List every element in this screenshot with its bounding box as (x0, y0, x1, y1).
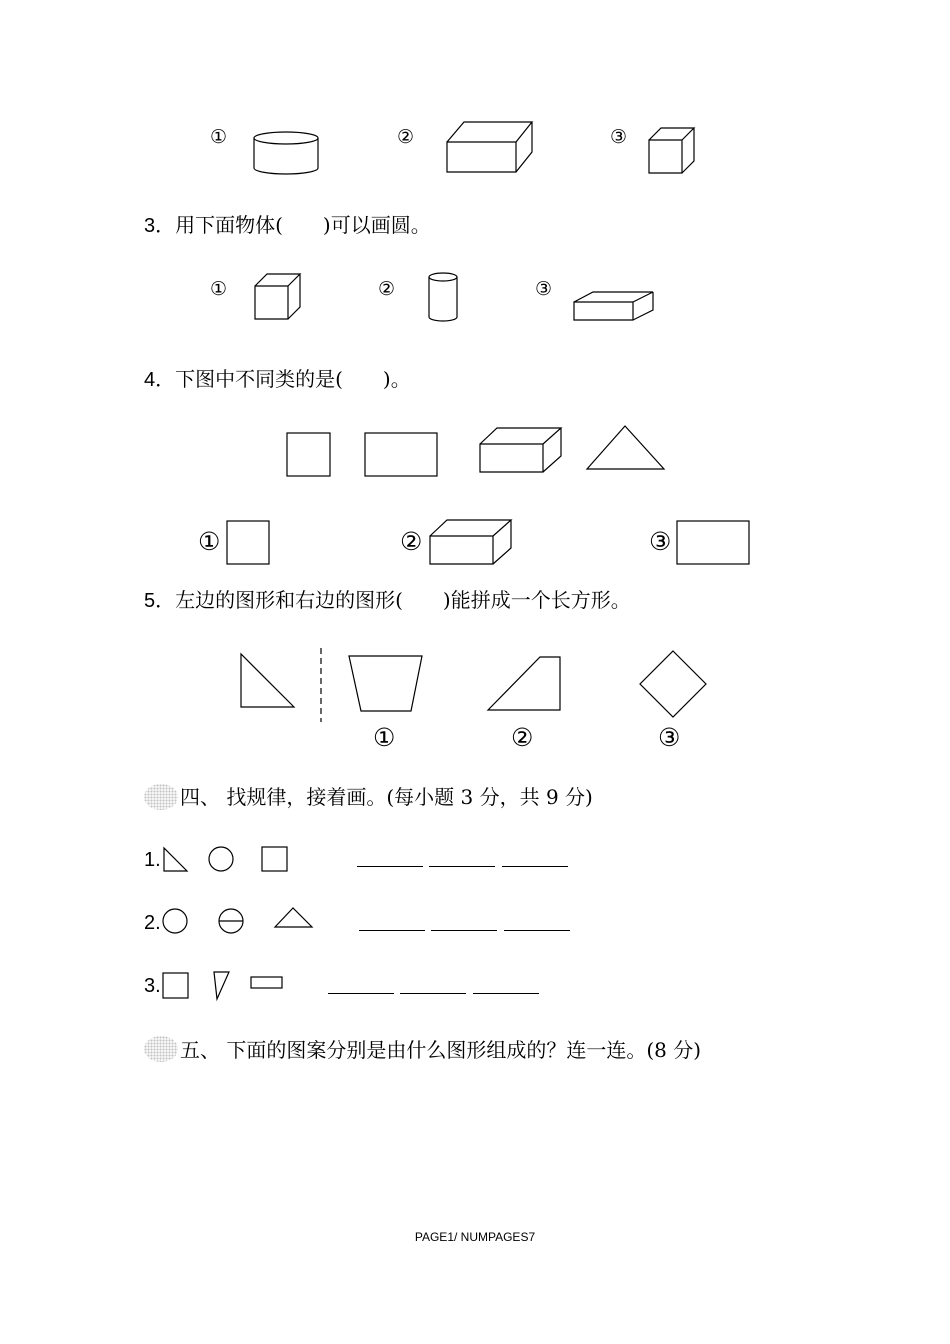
flat-cuboid-shape (573, 290, 655, 322)
square-shape (286, 432, 332, 478)
triangle-shape (273, 906, 315, 930)
right-triangle-shape (162, 846, 190, 874)
question-number: 5． (144, 590, 176, 612)
question-3 (144, 212, 431, 239)
section-5-title: 五、 下面的图案分别是由什么图形组成的？连一连。(8 分) (180, 1038, 702, 1062)
question-4 (144, 366, 411, 393)
answer-blank[interactable] (431, 930, 497, 931)
cube-shape (648, 126, 696, 176)
dashed-divider (319, 648, 323, 724)
question-text: 用下面物体( )可以画圆。 (175, 213, 431, 237)
pattern-item-number: 2. (144, 912, 161, 934)
diamond-shape (638, 649, 708, 719)
cylinder-standing-shape (428, 272, 460, 324)
pattern-item-number: 3. (144, 975, 161, 997)
page-footer: PAGE1/ NUMPAGES7 (414, 1230, 536, 1244)
question-text: 左边的图形和右边的图形( )能拼成一个长方形。 (175, 588, 631, 612)
question-number: 4． (144, 369, 176, 391)
right-trapezoid-shape (486, 655, 564, 713)
option-label-2: ② (378, 278, 396, 300)
option-label-2: ② (511, 723, 534, 752)
option-label-3: ③ (658, 723, 681, 752)
answer-blank[interactable] (357, 866, 423, 867)
section-mark-icon (144, 1036, 178, 1062)
section-4-title: 四、 找规律，接着画。(每小题 3 分，共 9 分) (180, 785, 593, 809)
answer-blank[interactable] (328, 993, 394, 994)
option-label-3: ③ (610, 126, 628, 148)
rectangle-shape (676, 520, 752, 566)
answer-blank[interactable] (400, 993, 466, 994)
cuboid-shape (446, 120, 534, 174)
answer-blank[interactable] (359, 930, 425, 931)
pattern-item-number: 1. (144, 849, 161, 871)
rectangle-shape (364, 432, 440, 478)
small-rectangle-shape (250, 976, 284, 990)
question-number: 3． (144, 215, 176, 237)
right-triangle-shape (239, 652, 297, 710)
answer-blank[interactable] (502, 866, 568, 867)
cuboid-shape (429, 518, 515, 568)
section-mark-icon (144, 784, 178, 810)
answer-blank[interactable] (429, 866, 495, 867)
circle-shape (162, 908, 190, 936)
half-circle-shape (218, 908, 246, 936)
cuboid-shape (479, 426, 565, 476)
option-label-3: ③ (535, 278, 553, 300)
answer-blank[interactable] (504, 930, 570, 931)
square-shape (226, 520, 272, 566)
question-5 (144, 587, 631, 614)
option-label-1: ① (210, 278, 228, 300)
cylinder-lying-shape (254, 130, 320, 178)
question-text: 下图中不同类的是( )。 (175, 367, 411, 391)
square-shape (261, 846, 289, 874)
option-label-3: ③ (649, 527, 672, 556)
thin-triangle-shape (212, 970, 232, 1002)
circle-shape (208, 846, 236, 874)
cube-shape (254, 272, 302, 322)
square-shape (162, 972, 190, 1000)
option-label-1: ① (198, 527, 221, 556)
option-label-1: ① (373, 723, 396, 752)
option-label-1: ① (210, 126, 228, 148)
triangle-shape (585, 424, 667, 472)
trapezoid-shape (347, 654, 425, 714)
option-label-2: ② (397, 126, 415, 148)
answer-blank[interactable] (473, 993, 539, 994)
option-label-2: ② (400, 527, 423, 556)
